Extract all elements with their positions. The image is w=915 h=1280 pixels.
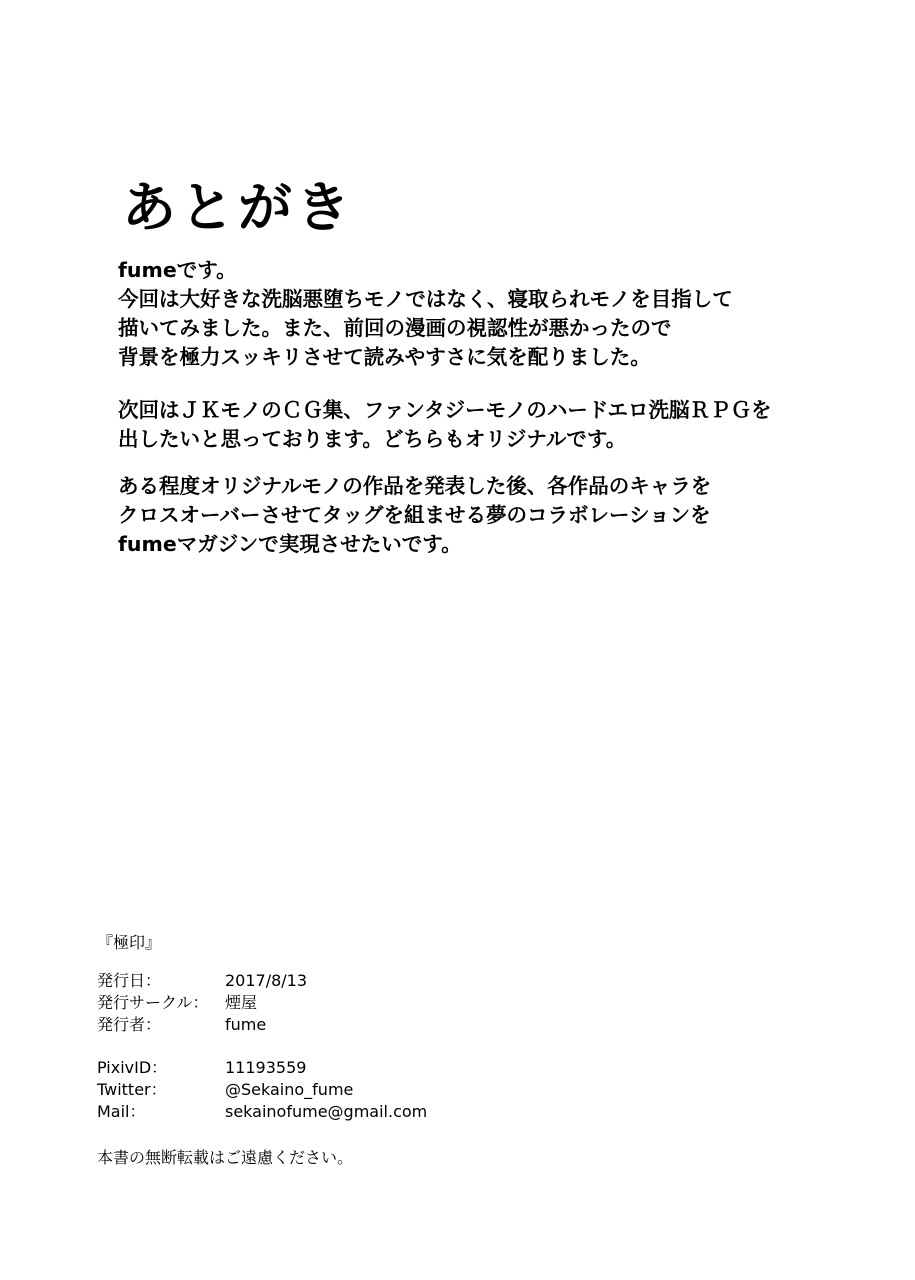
paragraph-line: fumeマガジンで実現させたいです。	[118, 532, 462, 556]
paragraph-line: 出したいと思っております。どちらもオリジナルです。	[118, 427, 627, 451]
reprint-notice: 本書の無断転載はご遠慮ください。	[97, 1148, 354, 1167]
info-value: 2017/8/13	[225, 971, 308, 990]
paragraph-line: fumeです。	[118, 258, 237, 282]
info-label: 発行者：	[97, 1015, 162, 1034]
info-value: 煙屋	[225, 993, 258, 1012]
paragraph-line: クロスオーバーさせてタッグを組ませる夢のコラボレーションを	[118, 503, 711, 527]
paragraph-line: 描いてみました。また、前回の漫画の視認性が悪かったので	[118, 316, 672, 340]
paragraph-line: 次回はＪＫモノのＣＧ集、ファンタジーモノのハードエロ洗脳ＲＰＧを	[118, 398, 772, 422]
info-value: 11193559	[225, 1058, 307, 1077]
paragraph-line: ある程度オリジナルモノの作品を発表した後、各作品のキャラを	[118, 474, 712, 498]
info-label: Mail：	[97, 1102, 146, 1121]
info-value: fume	[225, 1015, 267, 1034]
afterword-title: あとがき	[122, 175, 354, 239]
work-title: 『極印』	[97, 933, 162, 952]
afterword-paragraph-1	[118, 256, 733, 372]
info-value: sekainofume@gmail.com	[225, 1102, 428, 1121]
info-label: 発行サークル：	[97, 993, 209, 1012]
info-label: 発行日：	[97, 971, 162, 990]
afterword-paragraph-3	[118, 472, 711, 559]
info-label: Twitter：	[97, 1080, 167, 1099]
paragraph-line: 今回は大好きな洗脳悪堕ちモノではなく、寝取られモノを目指して	[118, 287, 733, 311]
info-label: PixivID：	[97, 1058, 168, 1077]
info-value: @Sekaino_fume	[225, 1080, 354, 1099]
paragraph-line: 背景を極力スッキリさせて読みやすさに気を配りました。	[118, 345, 651, 369]
afterword-paragraph-2	[118, 396, 772, 454]
